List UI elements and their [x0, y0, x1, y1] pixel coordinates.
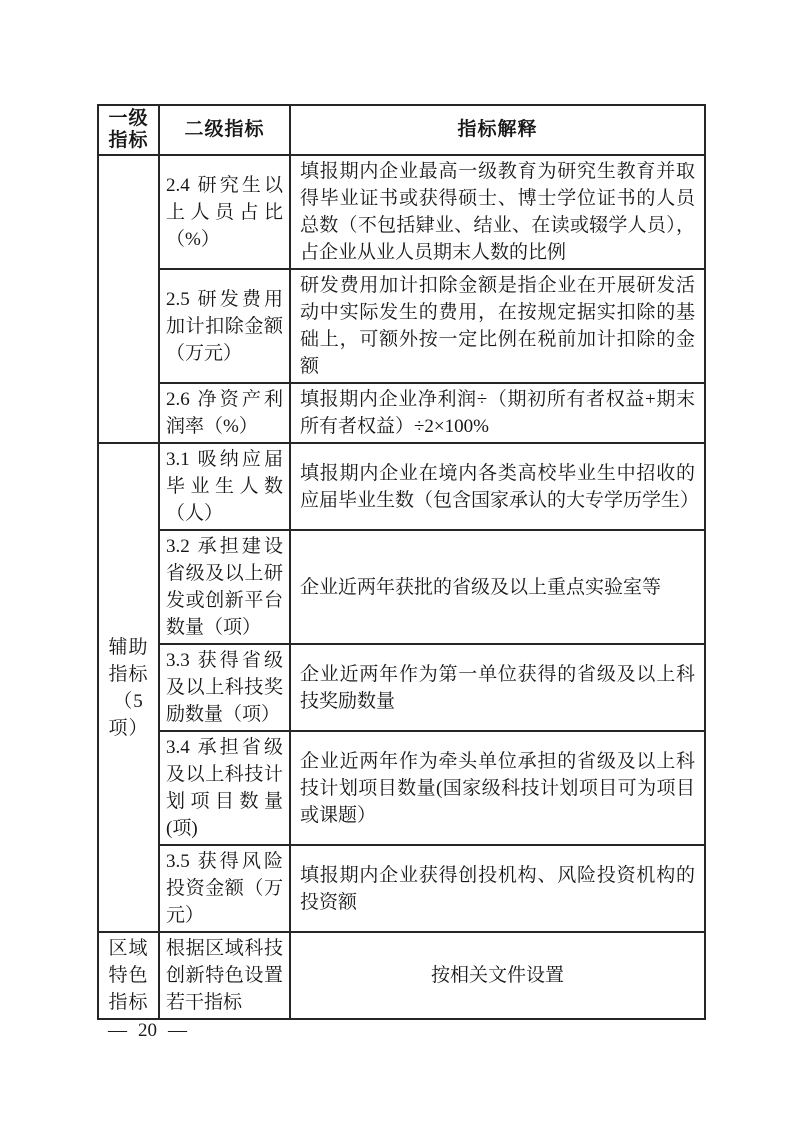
table-row-3-5 — [98, 845, 705, 932]
page-footer — [108, 1018, 187, 1044]
level2-cell: 2.4 研究生以上人员占比（%） — [159, 155, 290, 269]
table-row-3-4 — [98, 731, 705, 845]
level2-cell: 3.4 承担省级及以上科技计划项目数量(项) — [159, 731, 290, 845]
table-row-2-6 — [98, 383, 705, 443]
level1-cell-regional-feature-indicators: 区域特色指标 — [98, 932, 159, 1019]
explanation-cell: 填报期内企业最高一级教育为研究生教育并取得毕业证书或获得硕士、博士学位证书的人员总数（不包括肄业、结业、在读或辍学人员），占企业从业人员期末人数的比例 — [290, 155, 705, 269]
explanation-cell: 填报期内企业净利润÷（期初所有者权益+期末所有者权益）÷2×100% — [290, 383, 705, 443]
table-row-2-4 — [98, 155, 705, 269]
level1-cell-auxiliary-indicators: 辅助指标（5项） — [98, 443, 159, 932]
level1-cell-continued — [98, 155, 159, 443]
footer-right-dash: — — [168, 1020, 187, 1041]
level2-cell: 根据区域科技创新特色设置若干指标 — [159, 932, 290, 1019]
footer-page-number: 20 — [138, 1020, 157, 1041]
explanation-cell: 填报期内企业在境内各类高校毕业生中招收的应届毕业生数（包含国家承认的大专学历学生） — [290, 443, 705, 530]
explanation-cell: 企业近两年作为第一单位获得的省级及以上科技奖励数量 — [290, 644, 705, 731]
explanation-cell: 企业近两年获批的省级及以上重点实验室等 — [290, 530, 705, 644]
explanation-cell: 研发费用加计扣除金额是指企业在开展研发活动中实际发生的费用，在按规定据实扣除的基础上，可额外按一定比例在税前加计扣除的金额 — [290, 269, 705, 383]
table-row-3-2 — [98, 530, 705, 644]
table-row-2-5 — [98, 269, 705, 383]
level2-cell: 3.2 承担建设省级及以上研发或创新平台数量（项） — [159, 530, 290, 644]
header-indicator-explanation: 指标解释 — [290, 105, 705, 155]
table-row-3-3 — [98, 644, 705, 731]
level2-cell: 3.1 吸纳应届毕业生人数（人） — [159, 443, 290, 530]
header-level1-indicator: 一级指标 — [98, 105, 159, 155]
level2-cell: 3.5 获得风险投资金额（万元） — [159, 845, 290, 932]
table-header-row — [98, 105, 705, 155]
level2-cell: 2.6 净资产利润率（%） — [159, 383, 290, 443]
table-row-3-1 — [98, 443, 705, 530]
table-row-regional — [98, 932, 705, 1019]
header-level2-indicator: 二级指标 — [159, 105, 290, 155]
level2-cell: 3.3 获得省级及以上科技奖励数量（项） — [159, 644, 290, 731]
level2-cell: 2.5 研发费用加计扣除金额（万元） — [159, 269, 290, 383]
explanation-cell: 企业近两年作为牵头单位承担的省级及以上科技计划项目数量(国家级科技计划项目可为项目或课题） — [290, 731, 705, 845]
footer-left-dash: — — [108, 1020, 127, 1041]
explanation-cell: 按相关文件设置 — [290, 932, 705, 1019]
explanation-cell: 填报期内企业获得创投机构、风险投资机构的投资额 — [290, 845, 705, 932]
indicator-table — [97, 104, 706, 1020]
